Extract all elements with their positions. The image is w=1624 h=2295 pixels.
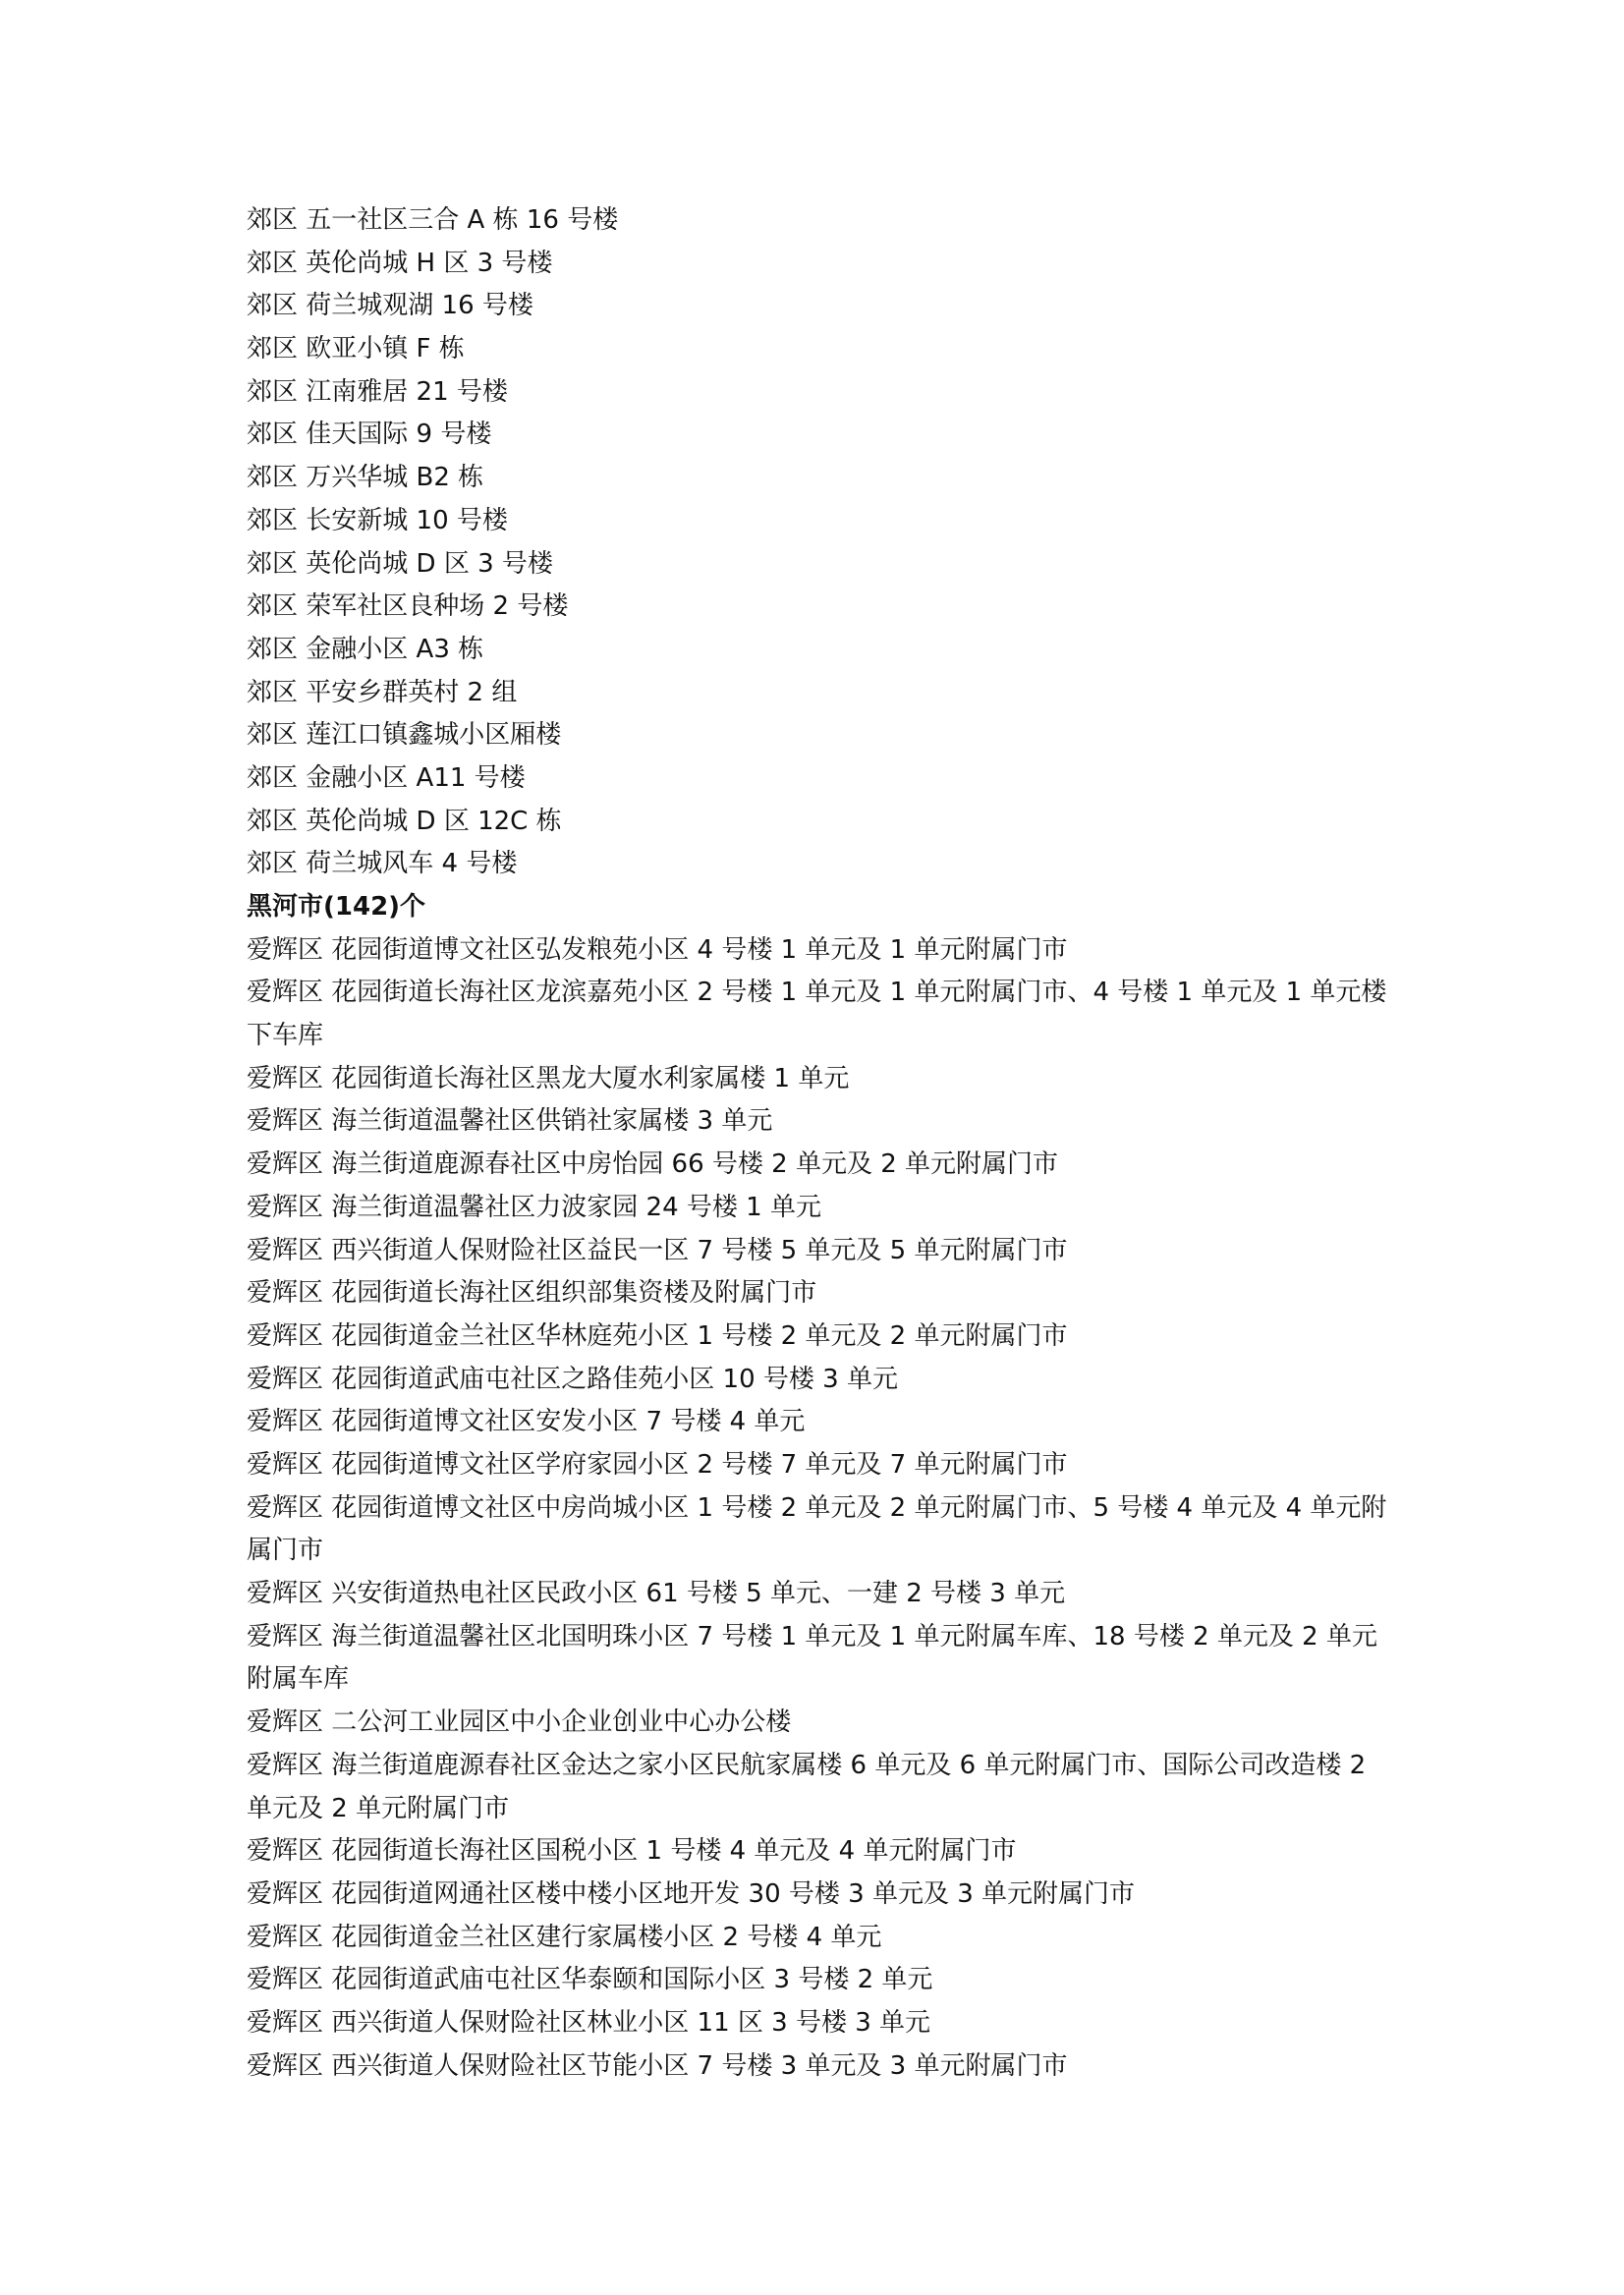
list-item: 爱辉区 花园街道网通社区楼中楼小区地开发 30 号楼 3 单元及 3 单元附属门市 (247, 1878, 1136, 1909)
list-item: 郊区 万兴华城 B2 栋 (247, 463, 484, 493)
list-item: 爱辉区 二公河工业园区中小企业创业中心办公楼 (247, 1707, 792, 1738)
list-item: 爱辉区 海兰街道鹿源春社区中房怡园 66 号楼 2 单元及 2 单元附属门市 (247, 1149, 1059, 1180)
list-item: 爱辉区 花园街道金兰社区建行家属楼小区 2 号楼 4 单元 (247, 1922, 882, 1952)
section-heading: 黑河市(142)个 (247, 892, 426, 922)
list-item: 郊区 五一社区三合 A 栋 16 号楼 (247, 205, 619, 235)
list-item: 爱辉区 花园街道武庙屯社区华泰颐和国际小区 3 号楼 2 单元 (247, 1965, 933, 1995)
list-item: 爱辉区 花园街道长海社区龙滨嘉苑小区 2 号楼 1 单元及 1 单元附属门市、4 号楼 1 单元及 1 单元楼下车库 (247, 978, 1387, 1051)
list-item: 郊区 荣军社区良种场 2 号楼 (247, 591, 569, 622)
list-item: 爱辉区 海兰街道温馨社区力波家园 24 号楼 1 单元 (247, 1192, 821, 1222)
list-item: 爱辉区 花园街道长海社区国税小区 1 号楼 4 单元及 4 单元附属门市 (247, 1836, 1017, 1867)
list-item: 爱辉区 花园街道长海社区组织部集资楼及附属门市 (247, 1278, 817, 1309)
list-item: 爱辉区 海兰街道温馨社区供销社家属楼 3 单元 (247, 1106, 773, 1137)
document-body (247, 199, 1396, 2088)
list-item: 爱辉区 海兰街道鹿源春社区金达之家小区民航家属楼 6 单元及 6 单元附属门市、国际公司改造楼 2 单元及 2 单元附属门市 (247, 1750, 1367, 1823)
list-item: 爱辉区 花园街道长海社区黑龙大厦水利家属楼 1 单元 (247, 1063, 850, 1093)
list-item: 郊区 江南雅居 21 号楼 (247, 376, 508, 407)
list-item: 郊区 欧亚小镇 F 栋 (247, 334, 465, 364)
list-item: 郊区 平安乡群英村 2 组 (247, 677, 518, 707)
list-item: 郊区 荷兰城风车 4 号楼 (247, 849, 518, 879)
list-item: 爱辉区 花园街道博文社区中房尚城小区 1 号楼 2 单元及 2 单元附属门市、5 号楼 4 单元及 4 单元附属门市 (247, 1492, 1387, 1566)
list-item: 郊区 金融小区 A11 号楼 (247, 762, 526, 793)
list-item: 爱辉区 西兴街道人保财险社区林业小区 11 区 3 号楼 3 单元 (247, 2008, 931, 2038)
list-item: 郊区 莲江口镇鑫城小区厢楼 (247, 720, 562, 751)
list-item: 郊区 长安新城 10 号楼 (247, 505, 508, 535)
list-item: 爱辉区 西兴街道人保财险社区节能小区 7 号楼 3 单元及 3 单元附属门市 (247, 2050, 1068, 2081)
list-item: 郊区 荷兰城观湖 16 号楼 (247, 291, 533, 321)
list-item: 郊区 英伦尚城 D 区 12C 栋 (247, 806, 562, 836)
list-item: 爱辉区 花园街道博文社区弘发粮苑小区 4 号楼 1 单元及 1 单元附属门市 (247, 934, 1068, 965)
list-item: 爱辉区 花园街道博文社区安发小区 7 号楼 4 单元 (247, 1407, 806, 1437)
list-item: 爱辉区 兴安街道热电社区民政小区 61 号楼 5 单元、一建 2 号楼 3 单元 (247, 1579, 1066, 1609)
list-item: 郊区 英伦尚城 H 区 3 号楼 (247, 248, 553, 278)
list-item: 爱辉区 花园街道武庙屯社区之路佳苑小区 10 号楼 3 单元 (247, 1364, 898, 1394)
list-item: 爱辉区 西兴街道人保财险社区益民一区 7 号楼 5 单元及 5 单元附属门市 (247, 1235, 1068, 1265)
list-item: 爱辉区 花园街道博文社区学府家园小区 2 号楼 7 单元及 7 单元附属门市 (247, 1449, 1068, 1480)
list-item: 郊区 佳天国际 9 号楼 (247, 420, 492, 450)
list-item: 爱辉区 海兰街道温馨社区北国明珠小区 7 号楼 1 单元及 1 单元附属车库、18 号楼 2 单元及 2 单元附属车库 (247, 1621, 1377, 1695)
list-item: 郊区 英伦尚城 D 区 3 号楼 (247, 548, 553, 579)
list-item: 郊区 金融小区 A3 栋 (247, 634, 484, 664)
list-item: 爱辉区 花园街道金兰社区华林庭苑小区 1 号楼 2 单元及 2 单元附属门市 (247, 1320, 1068, 1351)
